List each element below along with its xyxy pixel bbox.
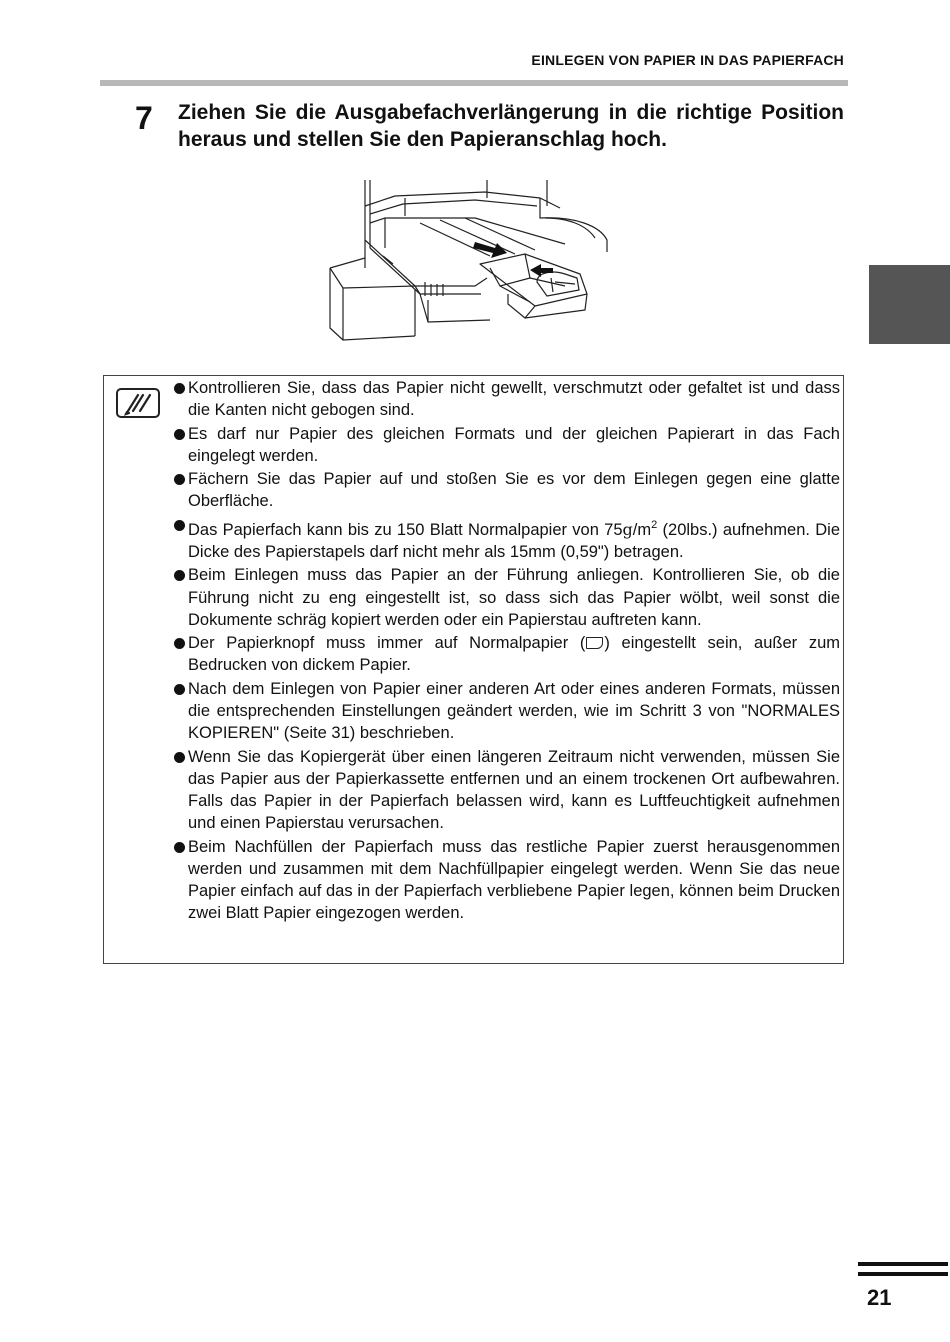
superscript: 2 [651,518,658,531]
footer-rule-bottom [858,1272,948,1276]
note-item [174,423,840,467]
note-text-part: Das Papierfach kann bis zu 150 Blatt Normalpapier von 75 [188,520,623,539]
bullet-icon [174,570,185,581]
note-text: Beim Nachfüllen der Papierfach muss das restliche Papier zuerst herausgenommen werden und zusammen mit dem Nachfüllpapier eingelegt werden. Wenn Sie das neue Papier einfach auf das in der Papierfach verbliebene Papier legen, können beim Drucken zwei Blatt Papier eingezogen werden. [188,837,840,923]
bullet-icon [174,684,185,695]
header-title: EINLEGEN VON PAPIER IN DAS PAPIERFACH [531,52,844,68]
note-text: Es darf nur Papier des gleichen Formats und der gleichen Papierart in das Fach eingelegt werden. [188,424,840,465]
note-text: Kontrollieren Sie, dass das Papier nicht gewellt, verschmutzt oder gefaltet ist und dass die Kanten nicht gebogen sind. [188,379,840,420]
note-text: Beim Einlegen muss das Papier an der Führung anliegen. Kontrollieren Sie, ob die Führung nicht zu eng eingestellt ist, so dass sich das Papier wölbt, weil sonst die Dokumente schräg kopiert werden oder ein Papierstau auftreten kann. [188,566,840,629]
note-box [103,375,844,964]
note-item [174,377,840,421]
note-item [174,632,840,676]
step-number: 7 [135,100,153,136]
page-number: 21 [867,1285,892,1310]
note-text-part: (20lbs.) aufnehmen. Die Dicke des Papierstapels darf nicht mehr als 15mm (0,59") betragen. [188,520,840,561]
note-text [188,632,840,676]
bullet-icon [174,638,185,649]
note-text-part: Der Papierknopf muss immer auf Normalpapier ( [188,634,586,653]
bullet-icon [174,383,185,394]
note-text [188,514,840,563]
bullet-icon [174,842,185,853]
note-text: Wenn Sie das Kopiergerät über einen längeren Zeitraum nicht verwenden, müssen Sie das Papier aus der Papierkassette entfernen und an einem trockenen Ort aufbewahren. Falls das Papier in der Papierfach belassen wird, kann es Luftfeuchtigkeit aufnehmen und einen Papierstau verursachen. [188,747,840,833]
output-tray-extension-illustration [325,178,625,343]
bullet-icon [174,474,185,485]
note-item [174,514,840,563]
note-list [174,377,840,926]
note-pencil-icon [116,388,160,418]
bullet-icon [174,520,185,531]
note-item [174,564,840,631]
step-instruction: Ziehen Sie die Ausgabefachverlängerung in die richtige Position heraus und stellen Sie den Papieranschlag hoch. [178,101,844,151]
note-item [174,836,840,925]
footer-rule-top [858,1262,948,1266]
header-rule [100,80,848,86]
note-item [174,678,840,745]
note-item [174,468,840,512]
note-item [174,746,840,835]
note-text: Fächern Sie das Papier auf und stoßen Sie es vor dem Einlegen gegen eine glatte Oberfläche. [188,470,840,511]
unit-text: /m [632,520,652,539]
plain-paper-icon [586,637,603,649]
section-tab-marker [869,265,950,344]
bullet-icon [174,429,185,440]
bullet-icon [174,752,185,763]
note-text: Nach dem Einlegen von Papier einer anderen Art oder eines anderen Formats, müssen die entsprechenden Einstellungen geändert werden, wie im Schritt 3 von "NORMALES KOPIEREN" (Seite 31) beschrieben. [188,679,840,743]
unit-text: g [622,519,633,539]
note-text-part: ) eingestellt sein, außer zum Bedrucken von dickem Papier. [188,634,840,675]
